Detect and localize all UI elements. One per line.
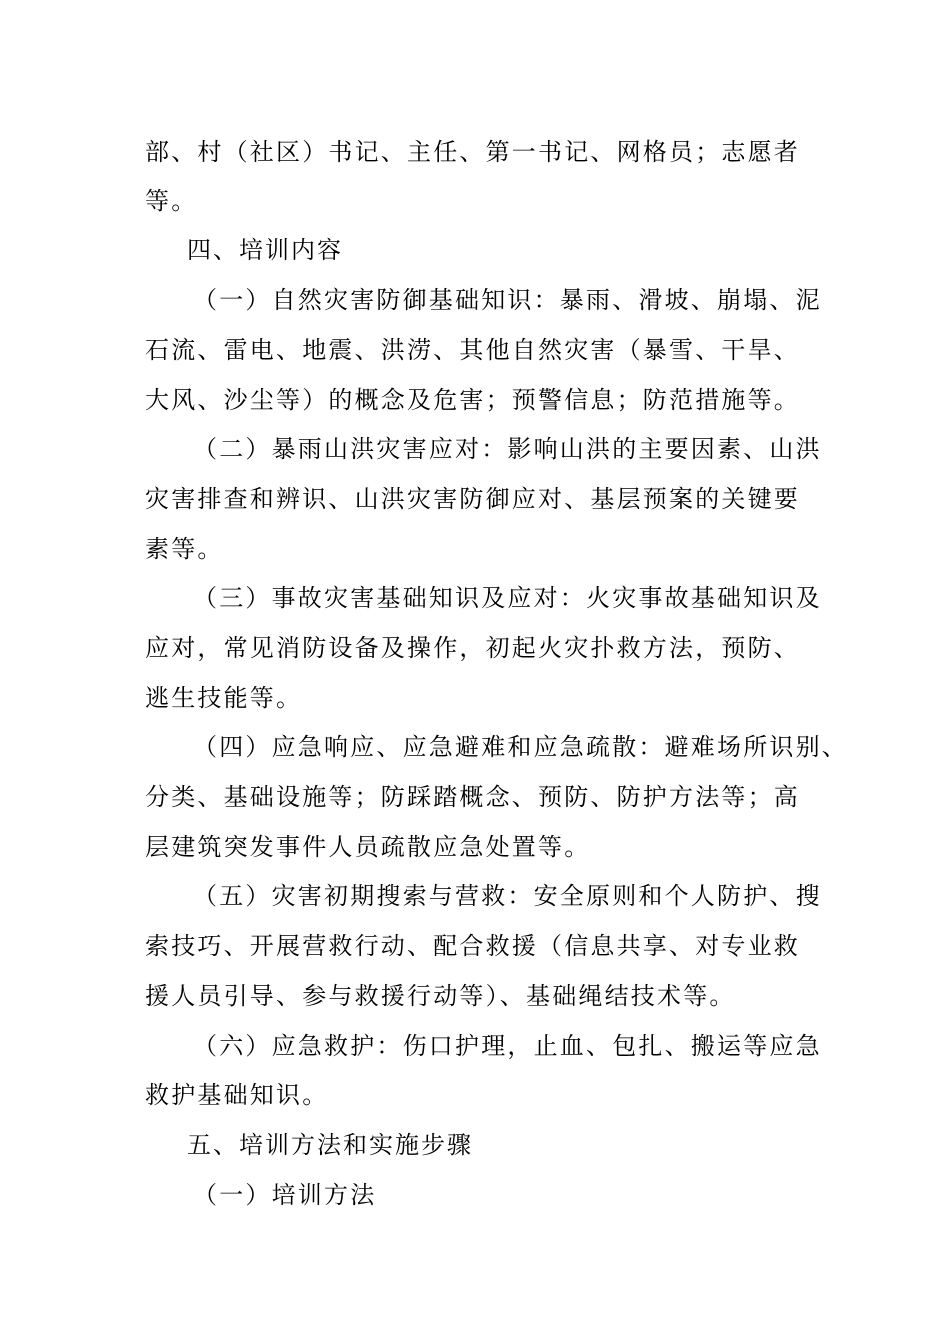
item-5-line: 索技巧、开展营救行动、配合救援（信息共享、对专业救: [145, 932, 800, 960]
section-heading-training-content: 四、培训内容: [187, 236, 343, 264]
item-4-line: 层建筑突发事件人员疏散应急处置等。: [145, 833, 591, 861]
item-2-line: 素等。: [145, 535, 224, 563]
body-text-line: 部、村（社区）书记、主任、第一书记、网格员；志愿者: [145, 138, 800, 166]
item-5-line: 援人员引导、参与救援行动等）、基础绳结技术等。: [145, 982, 736, 1010]
item-4-line: （四）应急响应、应急避难和应急疏散：避难场所识别、: [193, 733, 848, 761]
subsection-heading-method: （一）培训方法: [193, 1181, 377, 1209]
item-1-line: （一）自然灾害防御基础知识：暴雨、滑坡、崩塌、泥: [193, 286, 822, 314]
item-1-line: 大风、沙尘等）的概念及危害；预警信息；防范措施等。: [145, 386, 800, 414]
item-6-line: 救护基础知识。: [145, 1081, 329, 1109]
item-2-line: 灾害排查和辨识、山洪灾害防御应对、基层预案的关键要: [145, 485, 800, 513]
item-1-line: 石流、雷电、地震、洪涝、其他自然灾害（暴雪、干旱、: [145, 336, 800, 364]
item-3-line: 逃生技能等。: [145, 684, 303, 712]
item-4-line: 分类、基础设施等；防踩踏概念、预防、防护方法等；高: [145, 783, 800, 811]
item-5-line: （五）灾害初期搜索与营救：安全原则和个人防护、搜: [193, 882, 822, 910]
section-heading-training-method: 五、培训方法和实施步骤: [187, 1131, 473, 1159]
item-3-line: 应对，常见消防设备及操作，初起火灾扑救方法，预防、: [145, 634, 800, 662]
item-2-line: （二）暴雨山洪灾害应对：影响山洪的主要因素、山洪: [193, 435, 822, 463]
item-3-line: （三）事故灾害基础知识及应对：火灾事故基础知识及: [193, 584, 822, 612]
body-text-line: 等。: [145, 187, 198, 215]
item-6-line: （六）应急救护：伤口护理，止血、包扎、搬运等应急: [193, 1032, 822, 1060]
